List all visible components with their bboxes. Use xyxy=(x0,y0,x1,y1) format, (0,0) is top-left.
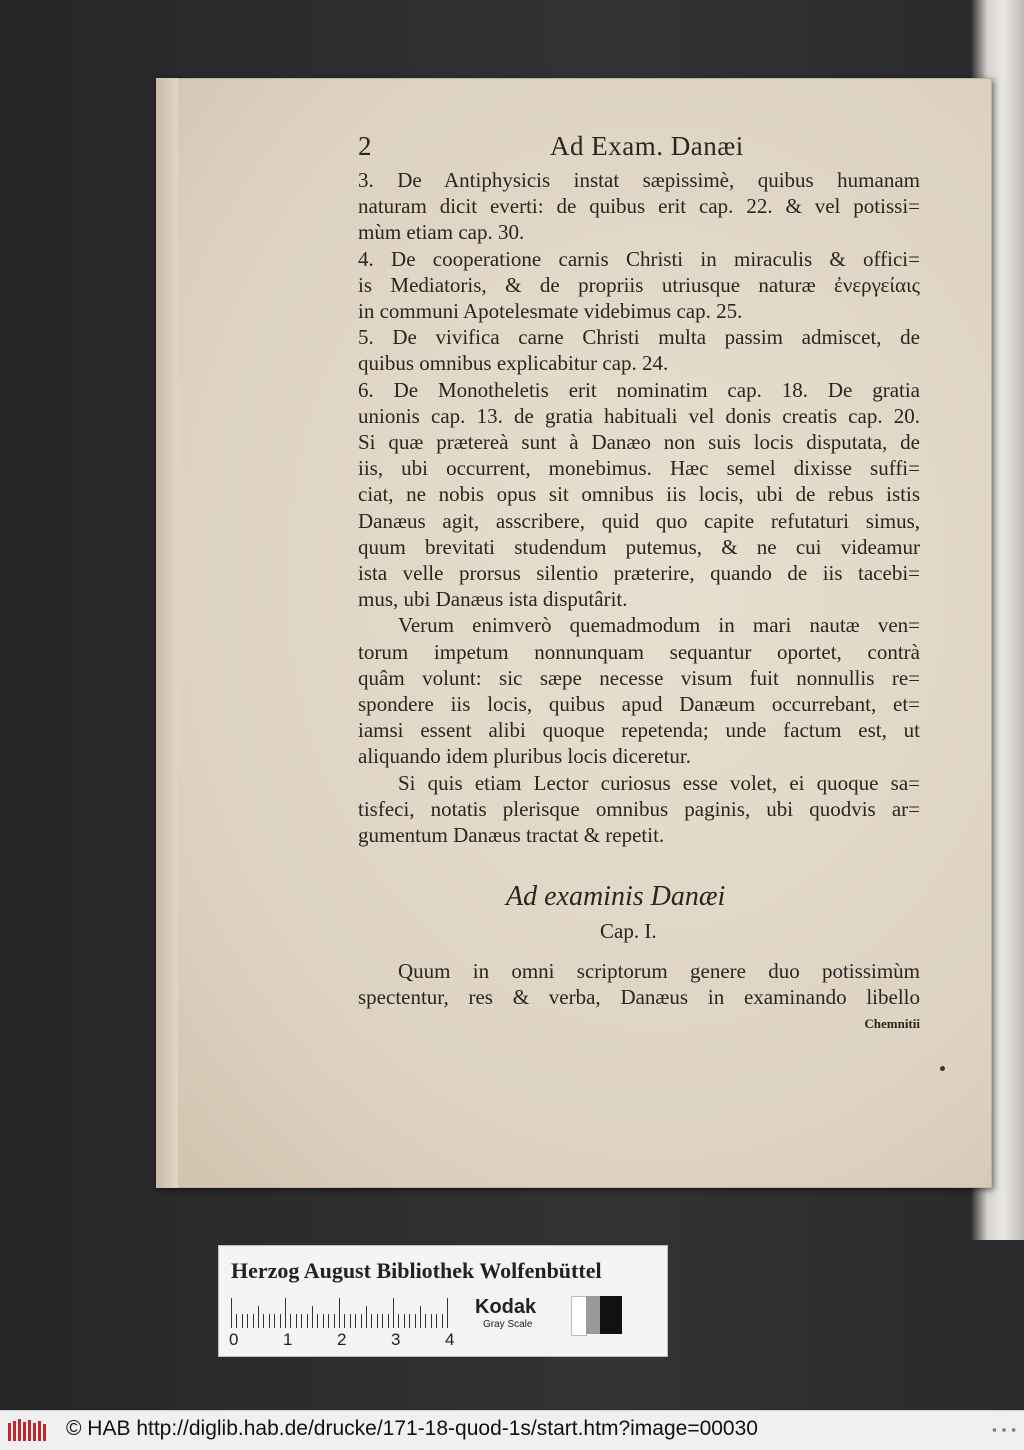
ruler-tick xyxy=(247,1314,248,1328)
footer-mark: ▪ ▪ ▪ xyxy=(992,1425,1017,1434)
gray-patch-white xyxy=(571,1296,587,1336)
text-line: mus, ubi Danæus ista disputârit. xyxy=(358,587,628,612)
ruler-tick xyxy=(236,1314,237,1328)
ruler-tick xyxy=(280,1314,281,1328)
text-line: iamsi essent alibi quoque repetenda; unde factum est, ut xyxy=(358,718,920,743)
ruler-tick xyxy=(339,1298,340,1328)
gray-scale-label: Gray Scale xyxy=(483,1319,533,1330)
ruler-tick xyxy=(231,1298,232,1328)
text-line: quâm volunt: sic sæpe necesse visum fuit nonnullis re= xyxy=(358,665,920,690)
ruler-tick xyxy=(307,1314,308,1328)
chapter-heading: Cap. I. xyxy=(600,919,657,944)
ruler-tick xyxy=(253,1314,254,1328)
ruler-tick xyxy=(442,1314,443,1328)
kodak-logo: Kodak xyxy=(475,1296,537,1318)
gray-patch-black xyxy=(600,1296,622,1334)
text-line: quum brevitati studendum putemus, & ne cui videamur xyxy=(358,534,920,559)
ruler-tick xyxy=(398,1314,399,1328)
ruler-tick xyxy=(436,1314,437,1328)
text-line: quibus omnibus explicabitur cap. 24. xyxy=(358,351,669,376)
gray-patch-mid xyxy=(586,1296,600,1334)
text-line: unionis cap. 13. de gratia habituali vel donis creatis cap. 20. xyxy=(358,403,920,428)
text-line: is Mediatoris, & de propriis utriusque naturæ ἐνεργείαις xyxy=(358,272,920,297)
text-line: in communi Apotelesmate videbimus cap. 25. xyxy=(358,299,743,324)
text-line: Quum in omni scriptorum genere duo potissimùm xyxy=(398,959,920,984)
scale-number: 4 xyxy=(445,1330,455,1349)
ruler-tick xyxy=(344,1314,345,1328)
ruler-tick xyxy=(371,1314,372,1328)
text-line: 6. De Monotheletis erit nominatim cap. 18. De gratia xyxy=(358,377,920,402)
ruler-tick xyxy=(328,1314,329,1328)
ruler-tick xyxy=(377,1314,378,1328)
text-line: Danæus agit, asscribere, quid quo capite refutaturi simus, xyxy=(358,508,920,533)
text-line: tisfeci, notatis plerisque omnibus paginis, ubi quodvis ar= xyxy=(358,796,920,821)
text-line: ista velle prorsus silentio præterire, quando de iis tacebi= xyxy=(358,561,920,586)
ruler-tick xyxy=(425,1314,426,1328)
text-line: iis, ubi occurrent, monebimus. Hæc semel dixisse suffi= xyxy=(358,456,920,481)
ruler-tick xyxy=(409,1314,410,1328)
ruler-tick xyxy=(382,1314,383,1328)
page-number: 2 xyxy=(358,131,372,161)
text-line: Si quis etiam Lector curiosus esse volet, ei quoque sa= xyxy=(398,770,920,795)
ruler-tick xyxy=(361,1314,362,1328)
text-line: 3. De Antiphysicis instat sæpissimè, quibus humanam xyxy=(358,168,920,192)
ruler-tick xyxy=(334,1314,335,1328)
text-line: torum impetum nonnunquam sequantur oportet, contrà xyxy=(358,639,920,664)
ruler-tick xyxy=(393,1298,394,1328)
ruler-tick xyxy=(350,1314,351,1328)
scale-number: 1 xyxy=(283,1330,293,1349)
scale-number: 2 xyxy=(337,1330,347,1349)
copyright-url[interactable]: © HAB http://diglib.hab.de/drucke/171-18-quod-1s/start.htm?image=00030 xyxy=(66,1417,758,1440)
ruler-tick xyxy=(404,1314,405,1328)
ruler-tick xyxy=(415,1314,416,1328)
text-line: aliquando idem pluribus locis diceretur. xyxy=(358,744,692,769)
ruler-tick xyxy=(431,1314,432,1328)
ruler-tick xyxy=(323,1314,324,1328)
ruler-tick xyxy=(317,1314,318,1328)
scale-numbers xyxy=(229,1330,479,1352)
text-line: gumentum Danæus tractat & repetit. xyxy=(358,823,665,848)
text-line: Verum enimverò quemadmodum in mari nautæ ven= xyxy=(398,613,920,638)
ruler-tick xyxy=(447,1298,448,1328)
footer-bar xyxy=(0,1410,1024,1450)
hab-logo-icon xyxy=(8,1419,46,1443)
ruler-tick xyxy=(355,1314,356,1328)
running-head xyxy=(358,133,920,167)
text-line: Si quæ prætereà sunt à Danæo non suis locis disputata, de xyxy=(358,430,920,455)
ruler-tick xyxy=(242,1314,243,1328)
ruler-tick xyxy=(285,1298,286,1328)
ruler-tick xyxy=(312,1306,313,1328)
library-color-card xyxy=(218,1245,668,1357)
ruler-tick xyxy=(388,1314,389,1328)
text-line: spondere iis locis, quibus apud Danæum occurrebant, et= xyxy=(358,692,920,717)
page-text xyxy=(358,133,920,1033)
text-line: spectentur, res & verba, Danæus in examinando libello xyxy=(358,985,920,1010)
page-gutter-shadow xyxy=(156,78,178,1188)
ruler-tick xyxy=(258,1306,259,1328)
text-line: mùm etiam cap. 30. xyxy=(358,220,525,245)
page-mark xyxy=(940,1066,945,1071)
ruler-tick xyxy=(366,1306,367,1328)
library-name: Herzog August Bibliothek Wolfenbüttel xyxy=(231,1258,602,1283)
running-title: Ad Exam. Danæi xyxy=(550,131,744,161)
ruler-tick xyxy=(274,1314,275,1328)
section-heading: Ad examinis Danæi xyxy=(506,881,726,913)
text-line: naturam dicit everti: de quibus erit cap. 22. & vel potissi= xyxy=(358,194,920,219)
ruler-tick xyxy=(301,1314,302,1328)
ruler-tick xyxy=(269,1314,270,1328)
scale-number: 3 xyxy=(391,1330,401,1349)
ruler-tick xyxy=(263,1314,264,1328)
scale-number: 0 xyxy=(229,1330,239,1349)
scale-ruler xyxy=(231,1298,465,1328)
text-line: ciat, ne nobis opus sit omnibus iis locis, ubi de rebus istis xyxy=(358,482,920,507)
ruler-tick xyxy=(420,1306,421,1328)
text-line: 4. De cooperatione carnis Christi in miraculis & offici= xyxy=(358,246,920,271)
ruler-tick xyxy=(290,1314,291,1328)
ruler-tick xyxy=(296,1314,297,1328)
text-line: 5. De vivifica carne Christi multa passim admiscet, de xyxy=(358,325,920,350)
catchword: Chemnitii xyxy=(864,1015,920,1031)
